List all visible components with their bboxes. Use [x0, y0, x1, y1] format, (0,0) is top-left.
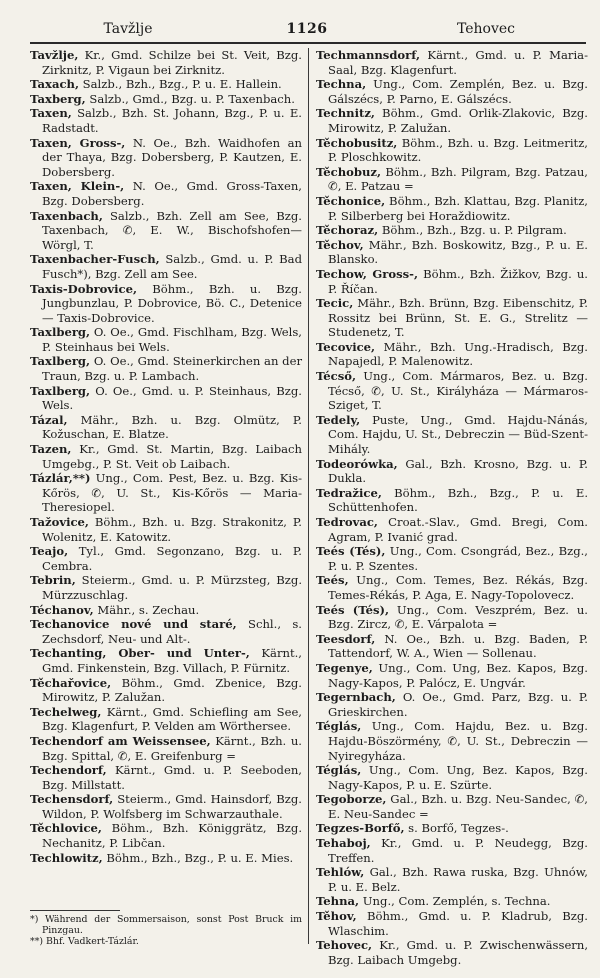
entry-text: O. Oe., Gmd. u. P. Steinhaus, Bzg. Wels.	[42, 383, 302, 413]
dictionary-entry	[30, 646, 302, 675]
entry-headword: Taxlberg,	[30, 383, 91, 398]
entry-text: Steierm., Gmd. u. P. Mürzsteg, Bzg. Mürzzuschlag.	[42, 573, 302, 602]
dictionary-entry	[30, 617, 302, 646]
entry-text: Kr., Gmd. u. P. Zwischenwässern, Bzg. Laibach Umgebg.	[328, 938, 588, 967]
dictionary-entry	[316, 486, 588, 515]
dictionary-entry	[316, 165, 588, 194]
dictionary-entry	[316, 77, 588, 106]
entry-headword: Techow, Gross-,	[316, 266, 419, 281]
dictionary-entry	[30, 92, 302, 107]
dictionary-entry	[30, 442, 302, 471]
dictionary-entry	[316, 413, 588, 457]
entry-headword: Tecic,	[316, 296, 354, 311]
entry-headword: Tebrin,	[30, 573, 76, 588]
entry-headword: Teés,	[316, 573, 349, 588]
entry-headword: Taxenbach,	[30, 208, 103, 223]
entry-headword: Těchařovice,	[30, 675, 112, 690]
entry-text: Ung., Com. Zemplén, s. Techna.	[359, 894, 551, 909]
dictionary-entry	[316, 544, 588, 573]
entry-headword: Taxen, Gross-,	[30, 135, 126, 150]
entry-text: s. Borfő, Tegzes-.	[404, 821, 509, 836]
dictionary-entry	[30, 413, 302, 442]
entry-headword: Techlowitz,	[30, 850, 103, 865]
entry-text: Böhm., Bzh. u. Bzg. Leitmeritz, P. Ploschkowitz.	[328, 135, 588, 165]
entry-headword: Teajo,	[30, 544, 69, 559]
entry-text: N. Oe., Gmd. Gross-Taxen, Bzg. Dobersberg.	[42, 179, 302, 208]
entry-text: Ung., Com. Ung, Bez. Kapos, Bzg. Nagy-Kapos, P. Palócz, E. Ungvár.	[328, 660, 588, 690]
dictionary-entry	[30, 179, 302, 208]
column-divider	[308, 48, 309, 944]
entry-text: Schl., s. Zechsdorf, Neu- und Alt-.	[42, 617, 302, 646]
entry-headword: Techna,	[316, 77, 367, 92]
header-left-word: Tavžlje	[103, 21, 153, 37]
dictionary-entry	[30, 252, 302, 281]
entry-text: Böhm., Gmd. Zbenice, Bzg. Mirowitz, P. Zalužan.	[42, 675, 302, 705]
entry-text: O. Oe., Gmd. Fischlham, Bzg. Wels, P. Steinhaus bei Wels.	[42, 325, 302, 354]
entry-headword: Těchov,	[316, 237, 364, 252]
entry-headword: Techendorf,	[30, 763, 107, 778]
entry-headword: Těchoraz,	[316, 223, 379, 238]
entry-text: O. Oe., Gmd. Parz, Bzg. u. P. Grieskirchen.	[328, 690, 588, 719]
page-number: 1126	[286, 21, 328, 37]
dictionary-entry	[316, 909, 588, 938]
entry-headword: Taxach,	[30, 77, 79, 92]
entry-headword: Těchlovice,	[30, 821, 102, 836]
header-right-word: Tehovec	[456, 21, 516, 37]
entry-headword: Tedražice,	[316, 485, 382, 500]
entry-text: Böhm., Bzh. u. Bzg. Jungbunzlau, P. Dobrovice, Bö. C., Detenice — Taxis-Dobrovice.	[42, 281, 302, 325]
footnote-rule	[30, 910, 120, 911]
entry-headword: Techmannsdorf,	[316, 48, 421, 62]
entry-headword: Tázlár,**)	[30, 471, 91, 486]
dictionary-entry	[316, 238, 588, 267]
entry-text: Mähr., s. Zechau.	[93, 602, 200, 617]
dictionary-entry	[316, 136, 588, 165]
entry-headword: Tažovice,	[30, 515, 89, 529]
entry-text: Ung., Com. Temes, Bez. Rékás, Bzg. Temes-Rékás, P. Aga, E. Nagy-Topolovecz.	[328, 573, 588, 602]
entry-headword: Techensdorf,	[30, 792, 114, 807]
entry-text: Ung., Com. Mármaros, Bez. u. Bzg. Técső, ✆, U. St., Királyháza — Mármaros-Sziget, T.	[328, 369, 588, 413]
entry-headword: Tegzes-Borfő,	[316, 821, 405, 836]
entry-text: Ung., Com. Ung, Bez. Kapos, Bzg. Nagy-Kapos, P. u. E. Szürte.	[328, 763, 588, 792]
entry-text: Ung., Com. Csongrád, Bez., Bzg., P. u. P. Szentes.	[328, 544, 588, 573]
entry-text: Kärnt., Gmd. Finkenstein, Bzg. Villach, P. Fürnitz.	[42, 646, 302, 675]
entry-headword: Techanting, Ober- und Unter-,	[30, 646, 250, 661]
dictionary-entry	[316, 194, 588, 223]
dictionary-entry	[30, 603, 302, 618]
dictionary-entry	[30, 573, 302, 602]
dictionary-entry	[316, 865, 588, 894]
entry-text: Kr., Gmd. Schilze bei St. Veit, Bzg. Zirknitz, P. Vigaun bei Zirknitz.	[42, 48, 302, 77]
dictionary-entry	[30, 515, 302, 544]
entry-headword: Tegenye,	[316, 660, 373, 675]
dictionary-entry	[316, 938, 588, 967]
dictionary-entry	[316, 603, 588, 632]
dictionary-entry	[30, 821, 302, 850]
dictionary-entry	[30, 354, 302, 383]
entry-headword: Todeorówka,	[316, 456, 398, 471]
entry-text: Mähr., Bzh. Brünn, Bzg. Eibenschitz, P. Rossitz bei Brünn, St. E. G., Strelitz — Studenetz, T.	[328, 296, 588, 340]
dictionary-entry	[30, 705, 302, 734]
dictionary-entry	[316, 719, 588, 763]
dictionary-entry	[316, 296, 588, 340]
entry-text: Tyl., Gmd. Segonzano, Bzg. u. P. Cembra.	[42, 544, 302, 573]
entry-headword: Tehaboj,	[316, 836, 371, 851]
dictionary-entry	[30, 106, 302, 135]
entry-headword: Taxis-Dobrovice,	[30, 281, 138, 296]
entry-headword: Taxenbacher-Fusch,	[30, 252, 160, 267]
entry-headword: Techendorf am Weissensee,	[30, 733, 211, 748]
footnote: *) Während der Sommersaison, sonst Post Bruck im Pinzgau.	[30, 914, 302, 936]
entry-headword: Tecovice,	[316, 339, 376, 354]
entry-text: N. Oe., Bzh. u. Bzg. Baden, P. Tattendorf, W. A., Wien — Sollenau.	[328, 631, 588, 661]
entry-headword: Tedrovac,	[316, 515, 378, 529]
entry-headword: Técső,	[316, 369, 357, 384]
entry-headword: Taxberg,	[30, 91, 86, 106]
entry-headword: Téglás,	[316, 763, 362, 778]
entry-text: Croat.-Slav., Gmd. Bregi, Com. Agram, P. Ivanić grad.	[328, 515, 588, 544]
page-header	[28, 18, 586, 40]
entry-text: Ung., Com. Pest, Bez. u. Bzg. Kis-Kőrös, ✆, U. St., Kis-Kőrös — Maria-Theresiopel.	[42, 471, 302, 515]
entry-headword: Tazen,	[30, 442, 72, 457]
entry-headword: Těchonice,	[316, 193, 386, 208]
dictionary-entry	[30, 48, 302, 77]
entry-headword: Těhov,	[316, 909, 357, 924]
dictionary-entry	[316, 106, 588, 135]
dictionary-entry	[30, 384, 302, 413]
entry-text: O. Oe., Gmd. Steinerkirchen an der Traun, Bzg. u. P. Lambach.	[42, 354, 302, 384]
entry-text: Böhm., Gmd. Orlik-Zlakovic, Bzg. Mirowitz, P. Zalužan.	[328, 106, 588, 135]
dictionary-entry	[30, 676, 302, 705]
entry-headword: Tehlów,	[316, 865, 365, 880]
entry-text: Ung., Com. Zemplén, Bez. u. Bzg. Gálszécs, P. Parno, E. Gálszécs.	[328, 77, 588, 106]
dictionary-entry	[30, 136, 302, 180]
dictionary-entry	[30, 544, 302, 573]
entry-text: Ung., Com. Hajdu, Bez. u. Bzg. Hajdu-Böszörmény, ✆, U. St., Debreczin — Nyiregyháza.	[328, 719, 588, 763]
entry-text: Kr., Gmd. u. P. Neudegg, Bzg. Treffen.	[328, 836, 588, 865]
entry-headword: Taxen,	[30, 106, 72, 121]
entry-text: Mähr., Bzh. Boskowitz, Bzg., P. u. E. Blansko.	[328, 237, 588, 267]
dictionary-entry	[316, 661, 588, 690]
entry-text: Böhm., Bzh., Bzg., P. u. E. Mies.	[102, 850, 294, 865]
entry-text: Kärnt., Gmd. u. P. Maria-Saal, Bzg. Klagenfurt.	[328, 48, 588, 77]
dictionary-entry	[316, 836, 588, 865]
dictionary-entry	[30, 77, 302, 92]
dictionary-entry	[316, 457, 588, 486]
entry-text: Salzb., Bzh., Bzg., P. u. E. Hallein.	[78, 77, 282, 92]
dictionary-entry	[316, 267, 588, 296]
entry-text: Salzb., Gmd. u. P. Bad Fusch*), Bzg. Zell am See.	[42, 252, 302, 281]
header-rule	[30, 42, 586, 44]
footnotes	[30, 914, 302, 947]
dictionary-entry	[30, 792, 302, 821]
dictionary-entry	[30, 471, 302, 515]
entry-text: Böhm., Bzh. Klattau, Bzg. Planitz, P. Silberberg bei Horaždiowitz.	[328, 193, 588, 223]
entry-text: Gal., Bzh. Krosno, Bzg. u. P. Dukla.	[328, 456, 588, 486]
dictionary-entry	[30, 282, 302, 326]
entry-text: Salzb., Bzh. St. Johann, Bzg., P. u. E. Radstadt.	[42, 106, 302, 135]
entry-text: Kärnt., Bzh. u. Bzg. Spittal, ✆, E. Greifenburg =	[42, 733, 302, 763]
entry-headword: Taxlberg,	[30, 325, 91, 340]
entry-text: N. Oe., Bzh. Waidhofen an der Thaya, Bzg. Dobersberg, P. Kautzen, E. Dobersberg.	[42, 135, 302, 179]
entry-headword: Tegernbach,	[316, 690, 396, 705]
dictionary-entry	[316, 573, 588, 602]
entry-headword: Těchobuz,	[316, 164, 382, 179]
dictionary-entry	[30, 851, 302, 866]
entry-headword: Téglás,	[316, 719, 362, 734]
dictionary-entry	[316, 894, 588, 909]
entry-text: Kärnt., Gmd. Schiefling am See, Bzg. Klagenfurt, P. Velden am Wörthersee.	[42, 704, 302, 734]
entry-headword: Tavžlje,	[30, 48, 79, 62]
dictionary-entry	[316, 369, 588, 413]
footnote: **) Bhf. Vadkert-Tázlár.	[30, 936, 139, 947]
dictionary-entry	[30, 325, 302, 354]
entry-headword: Tehna,	[316, 894, 360, 909]
entry-text: Böhm., Bzh., Bzg. u. P. Pilgram.	[378, 223, 567, 238]
entry-text: Böhm., Bzh. Königgrätz, Bzg. Nechanitz, P. Libčan.	[42, 821, 302, 851]
entry-text: Mähr., Bzh. u. Bzg. Olmütz, P. Kožuschan, E. Blatze.	[42, 412, 302, 442]
entry-text: Kr., Gmd. St. Martin, Bzg. Laibach Umgebg., P. St. Veit ob Laibach.	[42, 442, 302, 471]
entry-headword: Teesdorf,	[316, 631, 376, 646]
dictionary-entry	[30, 734, 302, 763]
entry-text: Salzb., Gmd., Bzg. u. P. Taxenbach.	[85, 91, 295, 106]
entry-headword: Tedely,	[316, 412, 361, 427]
entry-text: Puste, Ung., Gmd. Hajdu-Nánás, Com. Hajdu, U. St., Debreczin — Büd-Szent-Mihály.	[328, 412, 588, 457]
left-column	[30, 48, 302, 865]
entry-headword: Těchobusitz,	[316, 135, 398, 150]
dictionary-entry	[30, 763, 302, 792]
entry-text: Gal., Bzh. Rawa ruska, Bzg. Uhnów, P. u. E. Belz.	[328, 865, 588, 894]
dictionary-entry	[316, 515, 588, 544]
entry-headword: Taxen, Klein-,	[30, 179, 125, 194]
dictionary-entry	[316, 223, 588, 238]
entry-headword: Teés (Tés),	[316, 602, 390, 617]
entry-headword: Teés (Tés),	[316, 544, 386, 559]
entry-headword: Tegoborze,	[316, 792, 387, 807]
dictionary-entry	[316, 632, 588, 661]
dictionary-entry	[316, 792, 588, 821]
dictionary-entry	[316, 340, 588, 369]
entry-text: Böhm., Bzh. Pilgram, Bzg. Patzau, ✆, E. Patzau =	[328, 164, 588, 194]
entry-headword: Taxlberg,	[30, 354, 91, 369]
entry-headword: Tehovec,	[316, 938, 373, 953]
entry-text: Kärnt., Gmd. u. P. Seeboden, Bzg. Millstatt.	[42, 763, 302, 792]
entry-text: Salzb., Bzh. Zell am See, Bzg. Taxenbach, ✆, E. W., Bischofshofen— Wörgl, T.	[42, 208, 302, 252]
entry-headword: Tázal,	[30, 412, 68, 427]
entry-text: Ung., Com. Veszprém, Bez. u. Bzg. Zircz, ✆, E. Várpalota =	[328, 602, 588, 632]
dictionary-entry	[316, 821, 588, 836]
entry-text: Böhm., Bzh. u. Bzg. Strakonitz, P. Wolenitz, E. Katowitz.	[42, 515, 302, 544]
entry-text: Böhm., Bzh. Žižkov, Bzg. u. P. Říčan.	[328, 266, 588, 296]
dictionary-entry	[30, 209, 302, 253]
entry-text: Steierm., Gmd. Hainsdorf, Bzg. Wildon, P. Wolfsberg im Schwarzauthale.	[42, 792, 302, 821]
dictionary-entry	[316, 763, 588, 792]
entry-headword: Téchanov,	[30, 602, 94, 617]
right-column	[316, 48, 588, 967]
dictionary-entry	[316, 48, 588, 77]
dictionary-entry	[316, 690, 588, 719]
entry-text: Gal., Bzh. u. Bzg. Neu-Sandec, ✆, E. Neu-Sandec =	[328, 792, 588, 821]
entry-headword: Techelweg,	[30, 704, 102, 719]
entry-text: Mähr., Bzh. Ung.-Hradisch, Bzg. Napajedl, P. Malenowitz.	[328, 339, 588, 369]
entry-text: Böhm., Gmd. u. P. Kladrub, Bzg. Wlaschim.	[328, 909, 588, 938]
entry-headword: Technitz,	[316, 106, 375, 121]
entry-text: Böhm., Bzh., Bzg., P. u. E. Schüttenhofen.	[328, 485, 588, 515]
entry-headword: Techanovice nové und staré,	[30, 617, 237, 632]
